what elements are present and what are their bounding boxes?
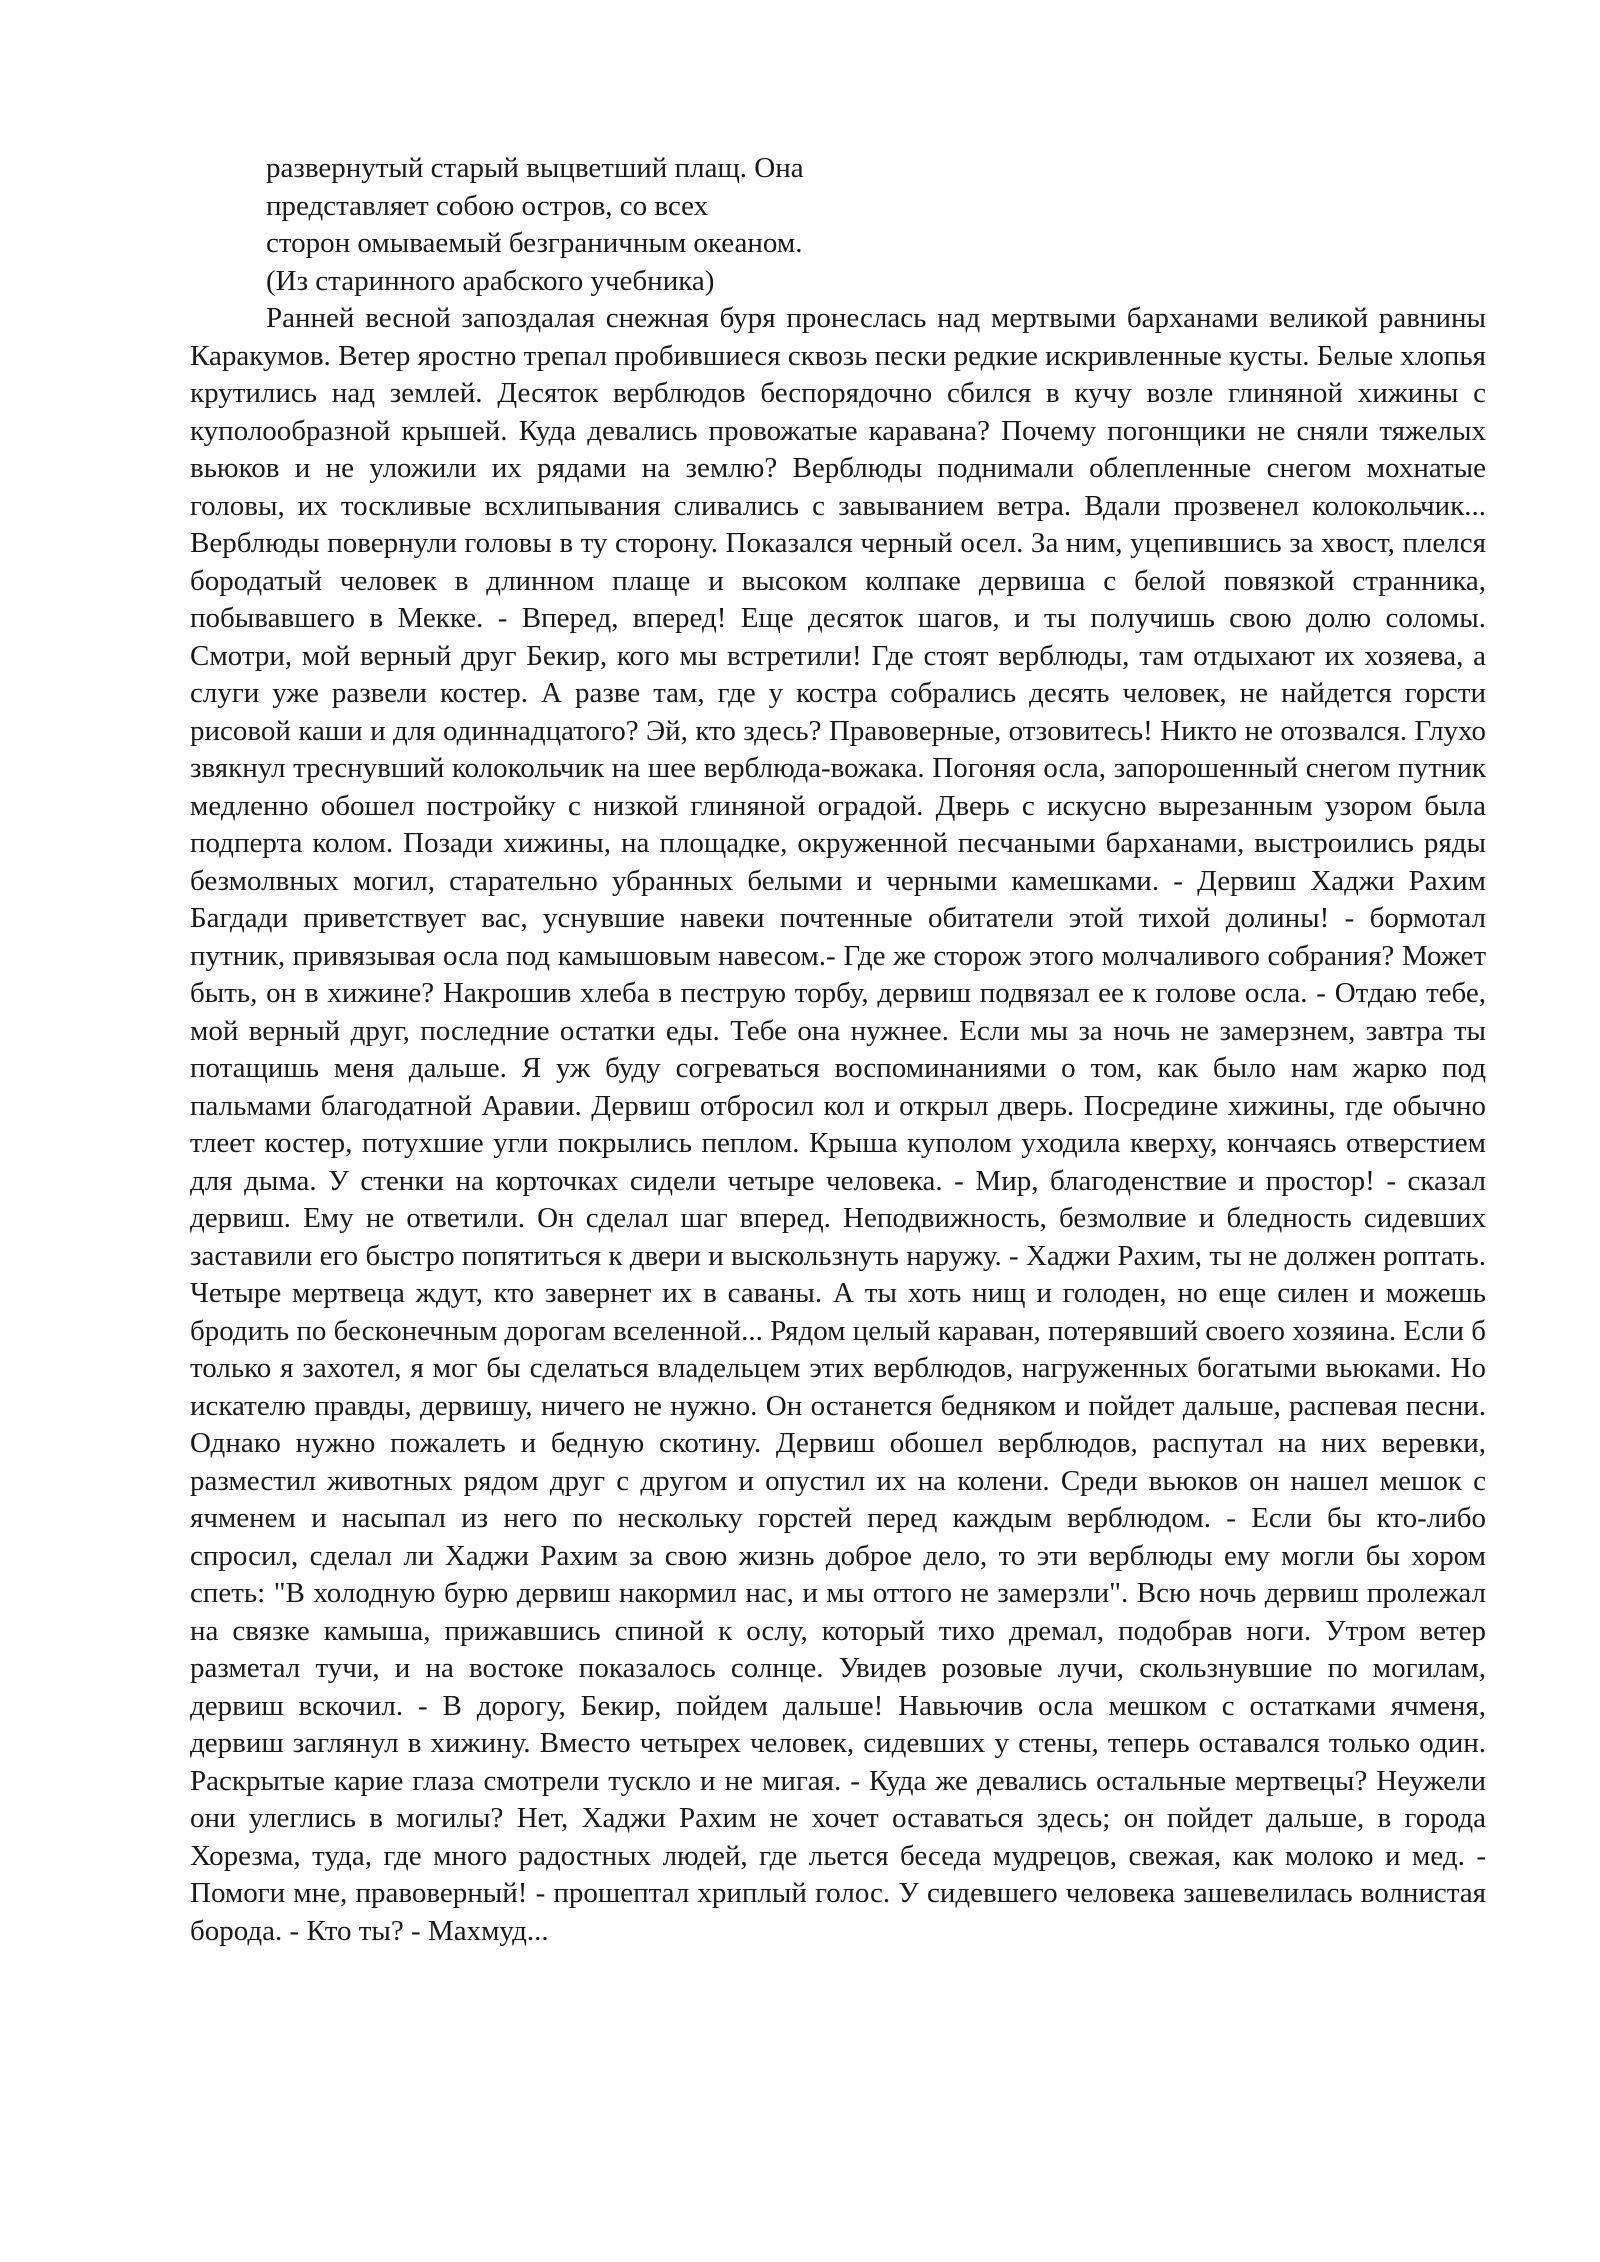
epigraph-line: развернутый старый выцветший плащ. Она (266, 152, 804, 184)
epigraph-line: сторон омываемый безграничным океаном. (266, 227, 803, 259)
epigraph-line: представляет собою остров, со всех (266, 189, 709, 222)
epigraph (190, 150, 1486, 300)
body-paragraph: Ранней весной запоздалая снежная буря пронеслась над мертвыми барханами великой равнины Каракумов. Ветер яростно трепал пробившиеся сквозь пески редкие искривленные кусты. Белые хлопья крутились над землей. Десяток верблюдов беспорядочно сбился в кучу возле глиняной хижины с куполообразной крышей. Куда девались провожатые каравана? Почему погонщики не сняли тяжелых вьюков и не уложили их рядами на землю? Верблюды поднимали облепленные снегом мохнатые головы, их тоскливые всхлипывания сливались с завыванием ветра. Вдали прозвенел колокольчик... Верблюды повернули головы в ту сторону. Показался черный осел. За ним, уцепившись за хвост, плелся бородатый человек в длинном плаще и высоком колпаке дервиша с белой повязкой странника, побывавшего в Мекке. - Вперед, вперед! Еще десяток шагов, и ты получишь свою долю соломы. Смотри, мой верный друг Бекир, кого мы встретили! Где стоят верблюды, там отдыхают их хозяева, а слуги уже развели костер. А разве там, где у костра собрались десять человек, не найдется горсти рисовой каши и для одиннадцатого? Эй, кто здесь? Правоверные, отзовитесь! Никто не отозвался. Глухо звякнул треснувший колокольчик на шее верблюда-вожака. Погоняя осла, запорошенный снегом путник медленно обошел постройку с низкой глиняной оградой. Дверь с искусно вырезанным узором была подперта колом. Позади хижины, на площадке, окруженной песчаными барханами, выстроились ряды безмолвных могил, старательно убранных белыми и черными камешками. - Дервиш Хаджи Рахим Багдади приветствует вас, уснувшие навеки почтенные обитатели этой тихой долины! - бормотал путник, привязывая осла под камышовым навесом.- Где же сторож этого молчаливого собрания? Может быть, он в хижине? Накрошив хлеба в пеструю торбу, дервиш подвязал ее к голове осла. - Отдаю тебе, мой верный друг, последние остатки еды. Тебе она нужнее. Если мы за ночь не замерзнем, завтра ты потащишь меня дальше. Я уж буду согреваться воспоминаниями о том, как было нам жарко под пальмами благодатной Аравии. Дервиш отбросил кол и открыл дверь. Посредине хижины, где обычно тлеет костер, потухшие угли покрылись пеплом. Крыша куполом уходила кверху, кончаясь отверстием для дыма. У стенки на корточках сидели четыре человека. - Мир, благоденствие и простор! - сказал дервиш. Ему не ответили. Он сделал шаг вперед. Неподвижность, безмолвие и бледность сидевших заставили его быстро попятиться к двери и выскользнуть наружу. - Хаджи Рахим, ты не должен роптать. Четыре мертвеца ждут, кто завернет их в саваны. А ты хоть нищ и голоден, но еще силен и можешь бродить по бесконечным дорогам вселенной... Рядом целый караван, потерявший своего хозяина. Если б только я захотел, я мог бы сделаться владельцем этих верблюдов, нагруженных богатыми вьюками. Но искателю правды, дервишу, ничего не нужно. Он останется бедняком и пойдет дальше, распевая песни. Однако нужно пожалеть и бедную скотину. Дервиш обошел верблюдов, распутал на них веревки, разместил животных рядом друг с другом и опустил их на колени. Среди вьюков он нашел мешок с ячменем и насыпал из него по нескольку горстей перед каждым верблюдом. - Если бы кто-либо спросил, сделал ли Хаджи Рахим за свою жизнь доброе дело, то эти верблюды ему могли бы хором спеть: "В холодную бурю дервиш накормил нас, и мы оттого не замерзли". Всю ночь дервиш пролежал на связке камыша, прижавшись спиной к ослу, который тихо дремал, подобрав ноги. Утром ветер разметал тучи, и на востоке показалось солнце. Увидев розовые лучи, скользнувшие по могилам, дервиш вскочил. - В дорогу, Бекир, пойдем дальше! Навьючив осла мешком с остатками ячменя, дервиш заглянул в хижину. Вместо четырех человек, сидевших у стены, теперь оставался только один. Раскрытые карие глаза смотрели тускло и не мигая. - Куда же девались остальные мертвецы? Неужели они улеглись в могилы? Нет, Хаджи Рахим не хочет оставаться здесь; он пойдет дальше, в города Хорезма, туда, где много радостных людей, где льется беседа мудрецов, свежая, как молоко и мед. - Помоги мне, правоверный! - прошептал хриплый голос. У сидевшего человека зашевелилась волнистая борода. - Кто ты? - Махмуд... (190, 302, 1486, 1947)
epigraph-source: (Из старинного арабского учебника) (266, 264, 715, 297)
document-page (190, 150, 1486, 1950)
